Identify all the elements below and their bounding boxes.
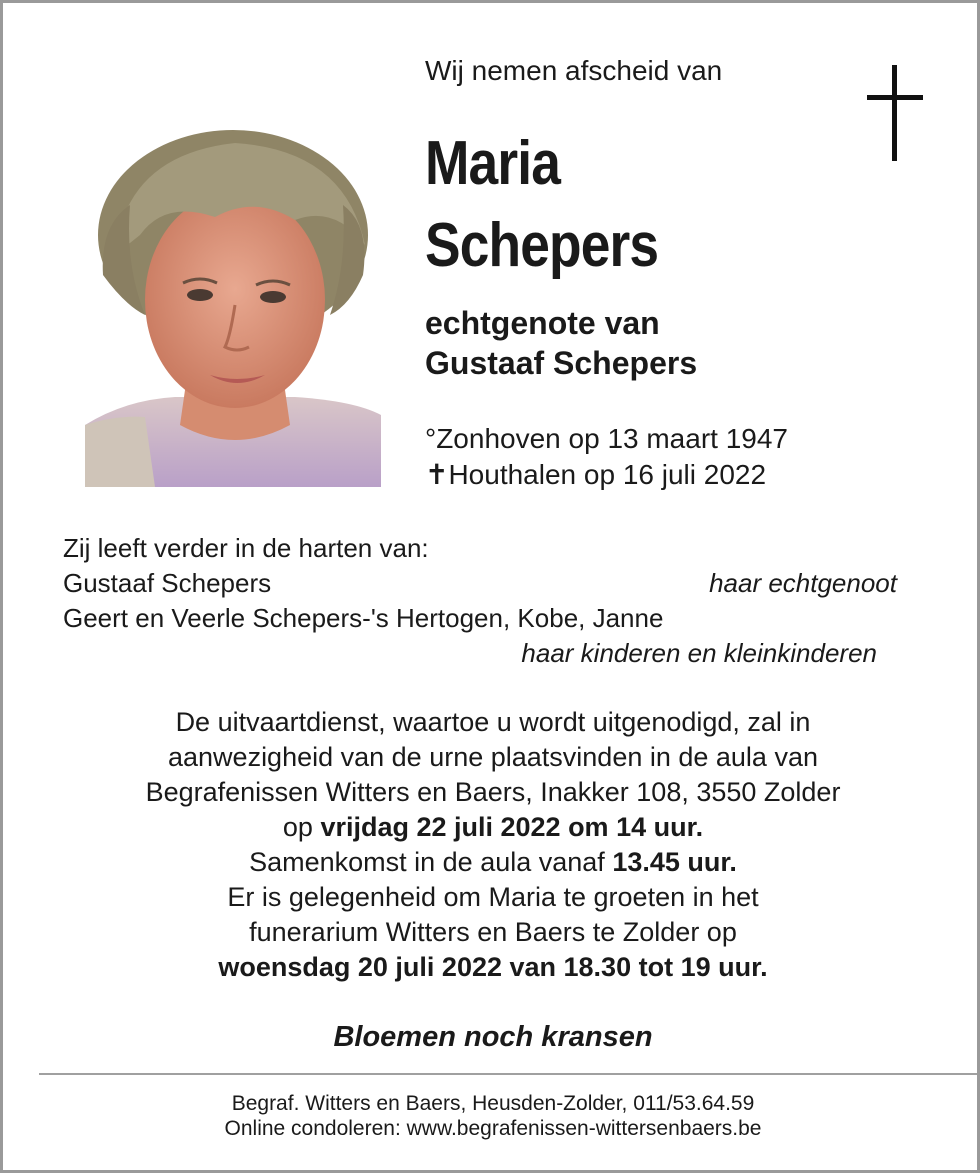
service-line: funerarium Witters en Baers te Zolder op (249, 917, 737, 947)
deceased-name (425, 123, 658, 287)
cross-icon (865, 65, 925, 161)
condolence-link[interactable]: Online condoleren: www.begrafenissen-wittersenbaers.be (224, 1117, 762, 1140)
death-date: ✝Houthalen op 16 juli 2022 (425, 459, 767, 490)
spouse-line2: Gustaaf Schepers (425, 345, 698, 381)
footer (3, 1091, 980, 1141)
visitation-datetime: woensdag 20 juli 2022 van 18.30 tot 19 uur. (218, 952, 768, 982)
gathering-time: 13.45 uur. (612, 847, 737, 877)
gathering-line: Samenkomst in de aula vanaf 13.45 uur. (249, 847, 737, 877)
family-member-relation: haar kinderen en kleinkinderen (521, 638, 877, 668)
birth-date: °Zonhoven op 13 maart 1947 (425, 423, 789, 454)
service-line: Begrafenissen Witters en Baers, Inakker 108, 3550 Zolder (145, 777, 841, 807)
last-name: Schepers (425, 211, 659, 280)
service-date-line: op vrijdag 22 juli 2022 om 14 uur. (282, 812, 704, 842)
flowers-note: Bloemen noch kransen (333, 1021, 653, 1053)
divider (39, 1073, 977, 1075)
intro-text: Wij nemen afscheid van (425, 55, 723, 86)
service-line: Er is gelegenheid om Maria te groeten in het (227, 882, 759, 912)
family-member-relation: haar echtgenoot (709, 568, 897, 598)
spouse-block (425, 303, 697, 383)
spouse-line1: echtgenote van (425, 305, 660, 341)
portrait-photo (85, 125, 381, 487)
family-member-name: Geert en Veerle Schepers-'s Hertogen, Kobe, Janne (63, 603, 664, 633)
service-line: aanwezigheid van de urne plaatsvinden in de aula van (168, 742, 818, 772)
first-name: Maria (425, 129, 560, 198)
life-dates (425, 421, 788, 493)
service-datetime: vrijdag 22 juli 2022 om 14 uur. (320, 812, 704, 842)
service-details (43, 705, 943, 985)
funeral-home-contact: Begraf. Witters en Baers, Heusden-Zolder, 011/53.64.59 (231, 1092, 755, 1115)
service-line: De uitvaartdienst, waartoe u wordt uitgenodigd, zal in (175, 707, 811, 737)
family-list (63, 531, 903, 668)
family-heading: Zij leeft verder in de harten van: (63, 533, 429, 563)
family-member-name: Gustaaf Schepers (63, 568, 272, 598)
